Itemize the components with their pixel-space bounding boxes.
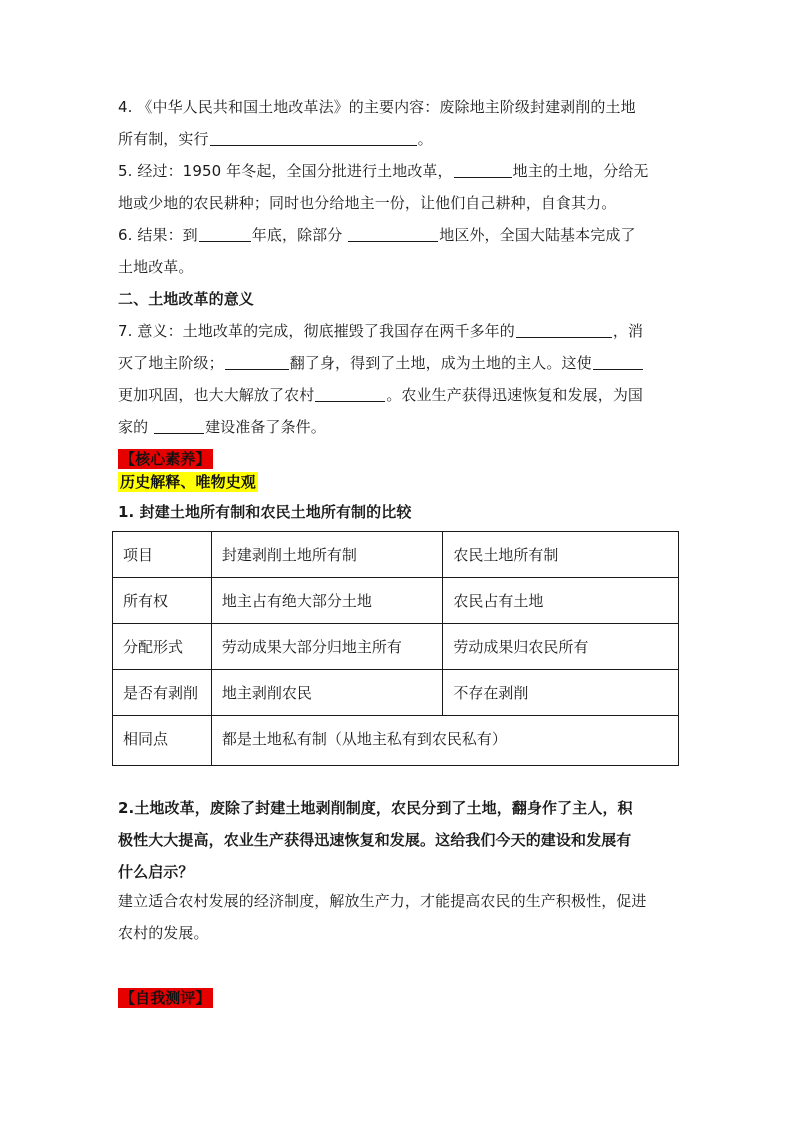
item4-line2 xyxy=(118,129,433,149)
item6-text-post: 地区外，全国大陆基本完成了 xyxy=(439,226,636,244)
table-cell: 地主占有绝大部分土地 xyxy=(211,578,443,624)
question2-line1: 2.土地改革，废除了封建土地剥削制度，农民分到了土地，翻身作了主人，积 xyxy=(118,799,633,817)
item6-line1 xyxy=(118,225,636,245)
table-row xyxy=(113,624,679,670)
table-cell: 地主剥削农民 xyxy=(211,670,443,716)
table-cell: 农民土地所有制 xyxy=(443,532,679,578)
item5-text-pre: 5. 经过：1950 年冬起，全国分批进行土地改革， xyxy=(118,162,453,180)
core-tag-line xyxy=(118,449,213,469)
self-test-tag: 【自我测评】 xyxy=(120,989,211,1007)
item7-text-post4: 建设准备了条件。 xyxy=(205,418,326,436)
table-cell: 劳动成果大部分归地主所有 xyxy=(211,624,443,670)
blank-6a[interactable] xyxy=(199,225,251,242)
table-cell: 不存在剥削 xyxy=(443,670,679,716)
item6-text-pre: 6. 结果：到 xyxy=(118,226,198,244)
blank-7e[interactable] xyxy=(154,417,204,434)
blank-6b[interactable] xyxy=(348,225,438,242)
table-row xyxy=(113,670,679,716)
item7-line1 xyxy=(118,321,643,341)
blank-4[interactable] xyxy=(210,129,417,146)
question2-line2: 极性大大提高，农业生产获得迅速恢复和发展。这给我们今天的建设和发展有 xyxy=(118,831,632,849)
blank-7d[interactable] xyxy=(315,385,385,402)
item5-line2 xyxy=(118,193,616,213)
item7-text-pre3: 更加巩固，也大大解放了农村 xyxy=(118,386,315,404)
answer2-line2: 农村的发展。 xyxy=(118,924,209,942)
item7-text-pre4: 家的 xyxy=(118,418,154,436)
blank-7b[interactable] xyxy=(225,353,289,370)
blank-7a[interactable] xyxy=(516,321,612,338)
section2-heading: 二、土地改革的意义 xyxy=(118,290,254,308)
table-cell: 是否有剥削 xyxy=(113,670,212,716)
item5-text-post: 地主的土地，分给无 xyxy=(512,162,649,180)
core-subtag-line xyxy=(118,472,258,492)
item4-text-pre: 所有制，实行 xyxy=(118,130,209,148)
item5-line1 xyxy=(118,161,649,181)
item4-text: 4. 《中华人民共和国土地改革法》的主要内容：废除地主阶级封建剥削的土地 xyxy=(118,98,636,116)
item7-text-pre: 7. 意义：土地改革的完成，彻底摧毁了我国存在两千多年的 xyxy=(118,322,515,340)
item6-text: 土地改革。 xyxy=(118,258,194,276)
table-cell: 农民占有土地 xyxy=(443,578,679,624)
comparison-table xyxy=(112,531,679,766)
question2-line3: 什么启示？ xyxy=(118,863,194,881)
item7-text-pre2: 灭了地主阶级； xyxy=(118,354,224,372)
table-cell: 所有权 xyxy=(113,578,212,624)
table-cell: 项目 xyxy=(113,532,212,578)
item7-line2 xyxy=(118,353,644,373)
table-cell: 封建剥削土地所有制 xyxy=(211,532,443,578)
item7-line3 xyxy=(118,385,643,405)
item7-line4 xyxy=(118,417,326,437)
item7-text-post2: 翻了身，得到了土地，成为土地的主人。这使 xyxy=(289,354,592,372)
item7-text-post: ，消 xyxy=(612,322,644,340)
table-row xyxy=(113,532,679,578)
item6-text-mid: 年底，除部分 xyxy=(251,226,348,244)
table-row xyxy=(113,578,679,624)
table-cell: 都是土地私有制（从地主私有到农民私有） xyxy=(211,716,678,766)
blank-7c[interactable] xyxy=(593,353,643,370)
table-cell: 分配形式 xyxy=(113,624,212,670)
item4-text-post: 。 xyxy=(417,130,433,148)
self-test-line xyxy=(118,988,213,1008)
question1-title: 1. 封建土地所有制和农民土地所有制的比较 xyxy=(118,503,412,521)
table-cell: 劳动成果归农民所有 xyxy=(443,624,679,670)
core-literacy-tag: 【核心素养】 xyxy=(120,450,211,468)
item5-text: 地或少地的农民耕种；同时也分给地主一份，让他们自己耕种，自食其力。 xyxy=(118,194,617,212)
answer2-line1: 建立适合农村发展的经济制度，解放生产力，才能提高农民的生产积极性，促进 xyxy=(118,892,647,910)
item7-text-post3: 。农业生产获得迅速恢复和发展，为国 xyxy=(386,386,644,404)
core-subtag: 历史解释、唯物史观 xyxy=(120,473,256,491)
item4-line1 xyxy=(118,97,636,117)
table-cell: 相同点 xyxy=(113,716,212,766)
table-row xyxy=(113,716,679,766)
item6-line2 xyxy=(118,257,194,277)
blank-5[interactable] xyxy=(454,161,512,178)
